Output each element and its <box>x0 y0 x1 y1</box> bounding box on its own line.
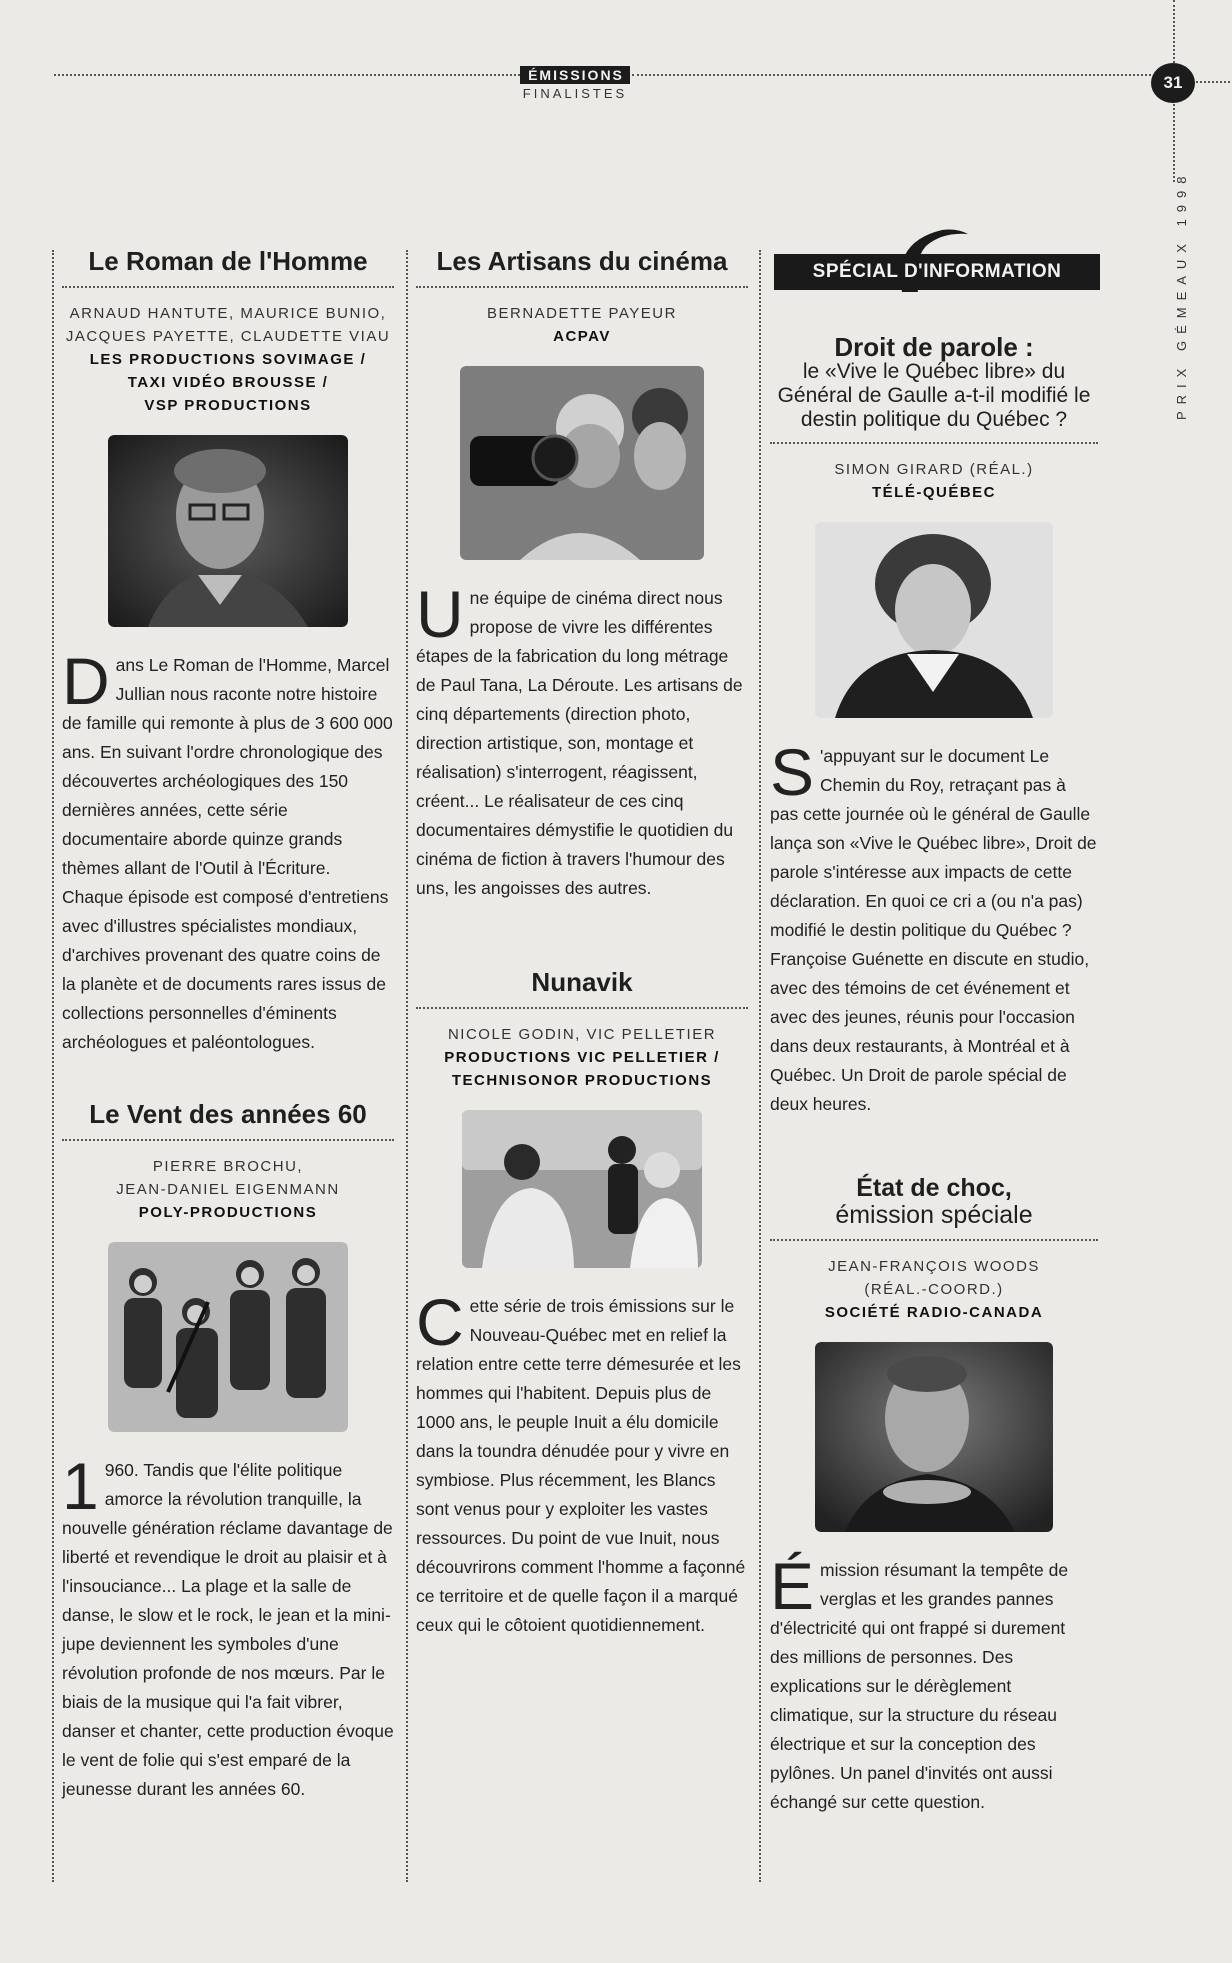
title-rule <box>416 1007 748 1009</box>
section-header <box>520 66 630 101</box>
program-description <box>416 1285 748 1640</box>
company-line: TECHNISONOR PRODUCTIONS <box>451 1072 713 1089</box>
photo-children-in-parkas <box>462 1110 702 1268</box>
credits <box>770 458 1098 504</box>
company-line: PRODUCTIONS VIC PELLETIER / <box>444 1049 720 1066</box>
program-title: Nunavik <box>531 967 633 997</box>
program-roman-de-lhomme <box>62 246 394 1057</box>
program-subtitle: émission spéciale <box>835 1201 1033 1229</box>
credits <box>62 1155 394 1224</box>
section-subtag: FINALISTES <box>522 86 628 101</box>
description-text: ans Le Roman de l'Homme, Marcel Jullian nous raconte notre histoire de famille qui remonte à plus de 3 600 000 ans. En suivant l'ordre chronologique des découvertes archéologiques des 150 dernières années, cette série documentaire aborde quinze grands thèmes allant de l'Outil à l'Écriture. Chaque épisode est composé d'entretiens avec d'illustres spécialistes mondiaux, d'archives provenant des quatre coins de la planète et de documents rares issus de collections personnelles d'éminents archéologues et paléontologues. <box>62 655 393 1052</box>
company-line: LES PRODUCTIONS SOVIMAGE / <box>89 351 367 368</box>
column-rule-2 <box>406 250 408 1882</box>
title-rule <box>770 442 1098 444</box>
credit-line: (RÉAL.-COORD.) <box>864 1281 1004 1298</box>
company-line: SOCIÉTÉ RADIO-CANADA <box>824 1304 1044 1321</box>
program-subtitle: le «Vive le Québec libre» du Général de Gaulle a-t-il modifié le destin politique du Québec ? <box>777 360 1091 431</box>
company-line: TAXI VIDÉO BROUSSE / <box>127 374 329 391</box>
description-text: mission résumant la tempête de verglas et les grandes pannes d'électricité qui ont frappé si durement des millions de personnes. Des explications sur le dérèglement climatique, sur la structure du réseau électrique et sur la conception des pylônes. Un panel d'invités ont aussi échangé sur cette question. <box>770 1560 1069 1812</box>
header-rule-far-right <box>1196 81 1230 83</box>
program-description <box>770 1549 1098 1817</box>
drop-cap: É <box>770 1549 815 1623</box>
drop-cap: S <box>770 735 815 809</box>
credit-line: PIERRE BROCHU, <box>152 1158 304 1175</box>
drop-cap: C <box>416 1285 464 1359</box>
program-title: Droit de parole : <box>834 332 1034 362</box>
program-description <box>62 644 394 1057</box>
photo-portrait-man-glasses <box>108 435 348 627</box>
company-line: ACPAV <box>553 328 611 345</box>
column-rule-3 <box>759 250 761 1882</box>
column-1 <box>62 246 394 1804</box>
company-line: VSP PRODUCTIONS <box>144 397 312 414</box>
program-droit-de-parole <box>770 334 1098 1119</box>
program-etat-de-choc <box>770 1175 1098 1817</box>
photo-portrait-man-smiling <box>815 1342 1053 1532</box>
credit-line: ARNAUD HANTUTE, MAURICE BUNIO, <box>69 305 387 322</box>
special-information-banner: SPÉCIAL D'INFORMATION <box>774 254 1100 290</box>
program-artisans-du-cinema <box>416 246 748 903</box>
program-description <box>62 1449 394 1804</box>
program-title: Le Roman de l'Homme <box>88 246 368 276</box>
program-title: Les Artisans du cinéma <box>436 246 728 276</box>
program-title: Le Vent des années 60 <box>89 1099 367 1129</box>
program-title: État de choc, <box>856 1174 1012 1202</box>
credits <box>416 1023 748 1092</box>
header-rule-right <box>632 74 1151 76</box>
title-rule <box>62 1139 394 1141</box>
photo-portrait-woman <box>815 522 1053 718</box>
description-text: 'appuyant sur le document Le Chemin du Roy, retraçant pas à pas cette journée où le général de Gaulle lança son «Vive le Québec libre», Droit de parole s'intéresse aux impacts de cette déclaration. En quoi ce cri a (ou n'a pas) modifié le destin politique du Québec ? Françoise Guénette en discute en studio, avec des témoins de cet événement et avec des jeunes, réunis pour l'occasion dans deux restaurants, à Montréal et à Québec. Un Droit de parole spécial de deux heures. <box>770 746 1097 1114</box>
credit-line: SIMON GIRARD (RÉAL.) <box>834 461 1034 478</box>
company-line: POLY-PRODUCTIONS <box>138 1204 318 1221</box>
description-text: ne équipe de cinéma direct nous propose de vivre les différentes étapes de la fabrication du long métrage de Paul Tana, La Déroute. Les artisans de cinq départements (direction photo, direction artistique, son, montage et réalisation) s'interrogent, réagissent, créent... Le réalisateur de ces cinq documentaires démystifie le quotidien du cinéma de fiction à travers l'humour des uns, les angoisses des autres. <box>416 588 743 898</box>
credit-line: JEAN-FRANÇOIS WOODS <box>828 1258 1040 1275</box>
credits <box>770 1255 1098 1324</box>
credit-line: JACQUES PAYETTE, CLAUDETTE VIAU <box>65 328 391 345</box>
description-text: ette série de trois émissions sur le Nouveau-Québec met en relief la relation entre cette terre démesurée et les hommes qui l'habitent. Depuis plus de 1000 ans, le peuple Inuit a élu domicile dans la toundra dénudée pour y vivre en symbiose. Plus récemment, les Blancs sont venus pour y exploiter les vastes ressources. Du point de vue Inuit, nous découvrirons comment l'homme a façonné ce territoire et de quelle façon il a marqué ceux qui le côtoient quotidiennement. <box>416 1296 746 1635</box>
drop-cap: 1 <box>62 1449 99 1523</box>
credit-line: JEAN-DANIEL EIGENMANN <box>116 1181 340 1198</box>
credits <box>62 302 394 417</box>
credit-line: NICOLE GODIN, VIC PELLETIER <box>447 1026 717 1043</box>
description-text: 960. Tandis que l'élite politique amorce la révolution tranquille, la nouvelle génération réclame davantage de liberté et revendique le droit au plaisir et à l'insouciance... La plage et la salle de danse, le slow et le rock, le jean et la mini-jupe deviennent les symboles d'une révolution profonde de nos mœurs. Par le biais de la musique qui l'a fait vibrer, danser et chanter, cette production évoque le vent de folie qui s'est emparé de la jeunesse durant les années 60. <box>62 1460 394 1799</box>
title-rule <box>770 1239 1098 1241</box>
drop-cap: D <box>62 644 110 718</box>
title-rule <box>416 286 748 288</box>
column-2 <box>416 246 748 1640</box>
section-tag: ÉMISSIONS <box>520 66 630 84</box>
photo-film-crew-camera <box>460 366 704 560</box>
program-description <box>416 577 748 903</box>
company-line: TÉLÉ-QUÉBEC <box>871 484 996 501</box>
side-running-title: PRIX GÉMEAUX 1998 <box>1174 169 1189 420</box>
credit-line: BERNADETTE PAYEUR <box>487 305 677 322</box>
column-rule-1 <box>52 250 54 1882</box>
column-3 <box>770 334 1098 1817</box>
program-nunavik <box>416 967 748 1640</box>
drop-cap: U <box>416 577 464 651</box>
credits <box>416 302 748 348</box>
side-rule <box>1173 0 1175 63</box>
program-description <box>770 735 1098 1119</box>
header-rule-left <box>54 74 520 76</box>
page-number: 31 <box>1151 63 1195 103</box>
title-rule <box>62 286 394 288</box>
program-vent-des-annees-60 <box>62 1099 394 1804</box>
photo-band-musicians <box>108 1242 348 1432</box>
